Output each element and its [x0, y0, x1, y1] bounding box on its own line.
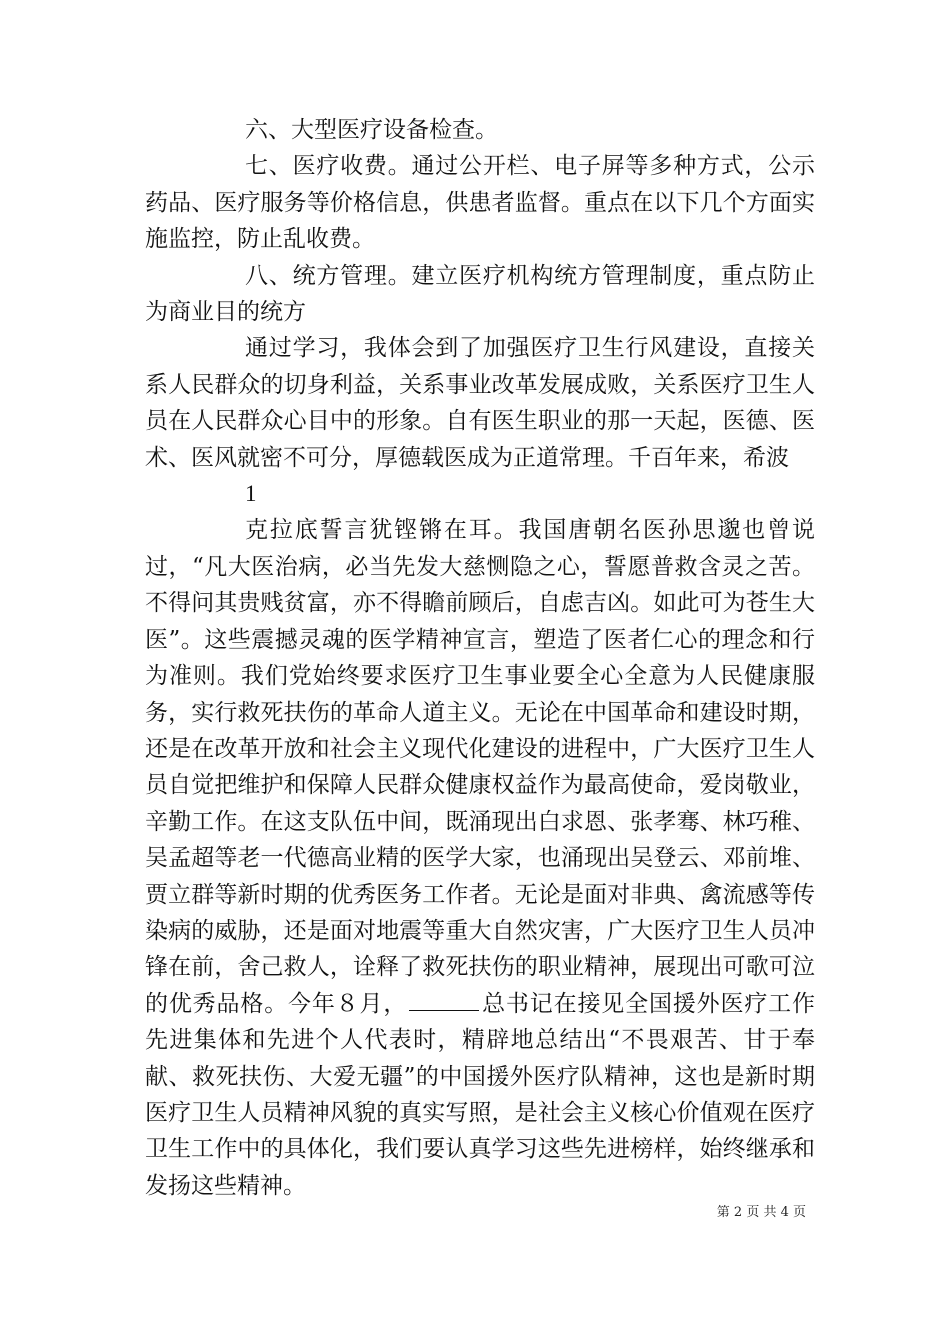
paragraph-study-reflection: 通过学习，我体会到了加强医疗卫生行风建设，直接关系人民群众的切身利益，关系事业改革发展成败，关系医疗卫生人员在人民群众心目中的形象。自有医生职业的那一天起，医德、医术、医风就密不可分，厚德载医成为正道常理。千百年来，希波	[145, 335, 815, 471]
redacted-name-blank	[409, 990, 479, 1011]
text-before-blank: 克拉底誓言犹铿锵在耳。我国唐朝名医孙思邈也曾说过，“凡大医治病，必当先发大慈恻隐之心，誓愿普救含灵之苦。不得问其贵贱贫富，亦不得瞻前顾后，自虑吉凶。如此可为苍生大医”。这些震撼灵魂的医学精神宣言，塑造了医者仁心的理念和行为准则。我们党始终要求医疗卫生事业要全心全意为人民健康服务，实行救死扶伤的革命人道主义。无论在中国革命和建设时期，还是在改革开放和社会主义现代化建设的进程中，广大医疗卫生人员自觉把维护和保障人民群众健康权益作为最高使命，爱岗敬业，辛勤工作。在这支队伍中间，既涌现出白求恩、张孝骞、林巧稚、吴孟超等老一代德高业精的医学大家，也涌现出吴登云、邓前堆、贾立群等新时期的优秀医务工作者。无论是面对非典、禽流感等传染病的威胁，还是面对地震等重大自然灾害，广大医疗卫生人员冲锋在前，舍己救人，诠释了救死扶伤的职业精神，展现出可歌可泣的优秀品格。今年８月，	[145, 517, 815, 1017]
document-body	[145, 112, 815, 1204]
text-after-blank: 总书记在接见全国援外医疗工作先进集体和先进个人代表时，精辟地总结出“不畏艰苦、甘于奉献、救死扶伤、大爱无疆”的中国援外医疗队精神，这也是新时期医疗卫生人员精神风貌的真实写照，是社会主义核心价值观在医疗卫生工作中的具体化，我们要认真学习这些先进榜样，始终继承和发扬这些精神。	[145, 990, 816, 1199]
paragraph-prescription-management: 八、统方管理。建立医疗机构统方管理制度，重点防止为商业目的统方	[145, 262, 815, 326]
paragraph-medical-fees: 七、医疗收费。通过公开栏、电子屏等多种方式，公示药品、医疗服务等价格信息，供患者监督。重点在以下几个方面实施监控，防止乱收费。	[145, 153, 815, 253]
page-footer: 第 2 页 共 4 页	[716, 1205, 806, 1220]
paragraph-medical-equipment: 六、大型医疗设备检查。	[245, 117, 498, 143]
inline-page-marker: 1	[245, 481, 257, 507]
paragraph-medical-ethics	[145, 512, 815, 1204]
